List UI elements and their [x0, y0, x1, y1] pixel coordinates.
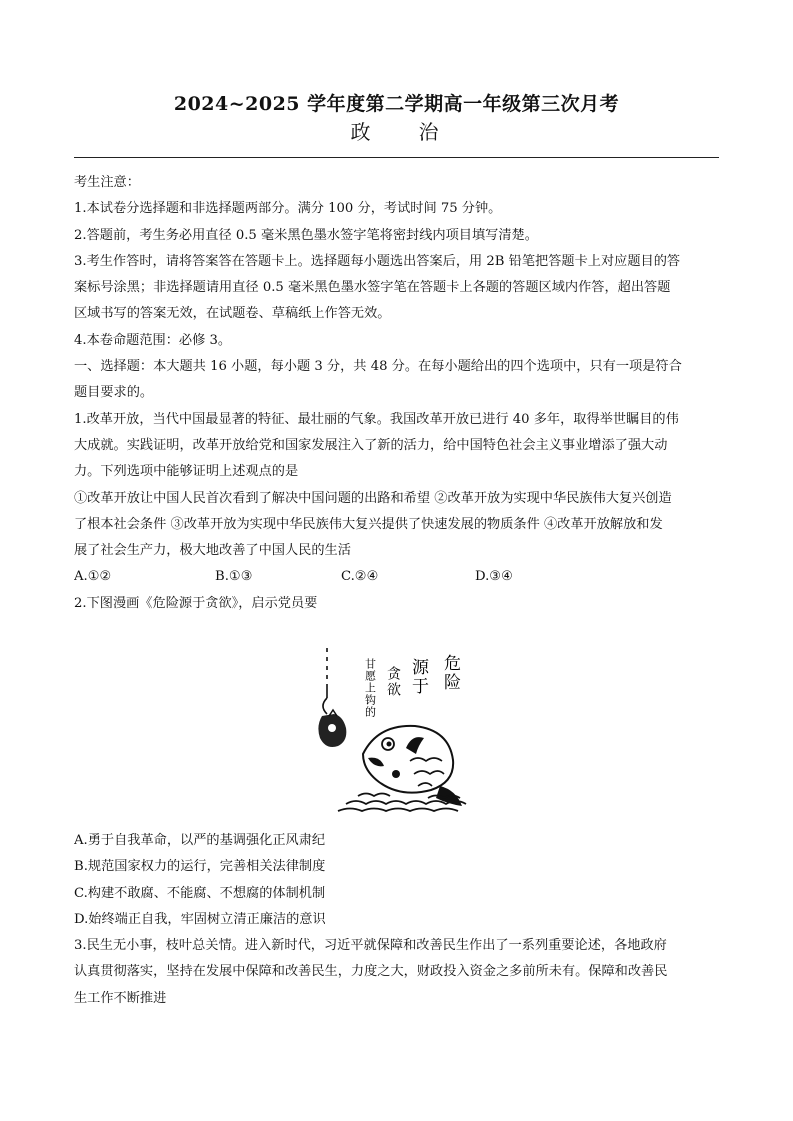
q3-stem: 认真贯彻落实，坚持在发展中保障和改善民生，力度之大，财政投入资金之多前所未有。保障和改善民 [74, 964, 668, 980]
notice-line: 1.本试卷分选择题和非选择题两部分。满分 100 分，考试时间 75 分钟。 [74, 201, 502, 217]
section-instruction: 一、选择题：本大题共 16 小题，每小题 3 分，共 48 分。在每小题给出的四个选项中，只有一项是符合 [74, 359, 682, 375]
q1-options [74, 564, 720, 590]
q3-stem: 生工作不断推进 [74, 990, 167, 1006]
notice-line: 3.考生作答时，请将答案答在答题卡上。选择题每小题选出答案后，用 2B 铅笔把答题卡上对应题目的答 [74, 253, 681, 269]
q2-options [74, 828, 720, 933]
section-instruction: 题目要求的。 [74, 385, 154, 401]
notice-heading: 考生注意： [74, 175, 140, 190]
cartoon-caption-left: 贪欲 [385, 666, 401, 698]
q1-statements: 了根本社会条件 ③改革开放为实现中华民族伟大复兴提供了快速发展的物质条件 ④改革开放解放和发 [74, 516, 663, 532]
header-divider [74, 157, 719, 158]
hook [323, 698, 327, 714]
q3-stem: 3.民生无小事，枝叶总关情。进入新时代，习近平就保障和改善民生作出了一系列重要论述，各地政府 [74, 938, 667, 953]
q1-statements: 展了社会生产力，极大地改善了中国人民的生活 [74, 543, 351, 559]
q2-option-a: A.勇于自我革命，以严的基调强化正风肃纪 [74, 833, 326, 848]
notice-line: 案标号涂黑；非选择题请用直径 0.5 毫米黑色墨水签字笔在答题卡上各题的答题区域内作答，超出答题 [74, 280, 671, 296]
notice-line: 4.本卷命题范围：必修 3。 [74, 332, 232, 348]
q1-statements: ①改革开放让中国人民首次看到了解决中国问题的出路和希望 ②改革开放为实现中华民族伟大复兴创造 [74, 490, 672, 506]
q1-option-a: A.①② [74, 569, 112, 585]
exam-subject: 政 治 [350, 120, 453, 144]
q1-option-c: C.②④ [341, 569, 379, 585]
q2-stem: 2.下图漫画《危险源于贪欲》，启示党员要 [74, 595, 318, 611]
q2-option-d: D.始终端正自我，牢固树立清正廉洁的意识 [74, 911, 326, 927]
q2-option-b: B.规范国家权力的运行，完善相关法律制度 [74, 859, 326, 875]
q1-option-b: B.①③ [215, 569, 253, 585]
exam-body [74, 170, 720, 617]
exam-title: 2024~2025 学年度第二学期高一年级第三次月考 [173, 93, 620, 115]
q2-option-c: C.构建不敢腐、不能腐、不想腐的体制机制 [74, 885, 326, 901]
cartoon-caption-right: 危险 [440, 654, 460, 692]
cartoon-caption-side: 甘愿上钩的 [363, 658, 377, 718]
danger-greed-cartoon [318, 636, 480, 814]
q1-stem: 大成就。实践证明，改革开放给党和国家发展注入了新的活力，给中国特色社会主义事业增添了强大动 [74, 437, 668, 453]
notice-line: 区域书写的答案无效，在试题卷、草稿纸上作答无效。 [74, 306, 391, 322]
q3-block [74, 933, 720, 1012]
q1-stem: 力。下列选项中能够证明上述观点的是 [74, 464, 299, 480]
bait-money-bag [318, 710, 346, 747]
cartoon-caption-mid: 源于 [408, 658, 428, 696]
q1-stem: 1.改革开放，当代中国最显著的特征、最壮丽的气象。我国改革开放已进行 40 多年，取得举世瞩目的伟 [74, 411, 679, 427]
q1-option-d: D.③④ [475, 569, 513, 585]
notice-line: 2.答题前，考生务必用直径 0.5 毫米黑色墨水签字笔将密封线内项目填写清楚。 [74, 227, 538, 243]
